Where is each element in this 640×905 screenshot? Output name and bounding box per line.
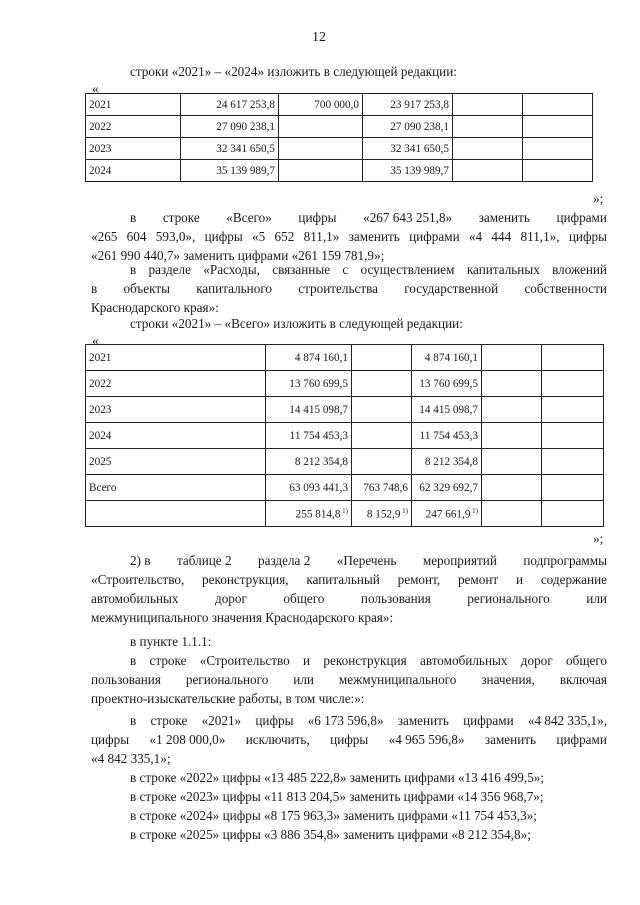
word: строке (162, 210, 200, 225)
word: автомобильных (91, 591, 179, 606)
value-cell: 35 139 989,7 (181, 160, 279, 182)
word: межмуниципального (338, 672, 457, 687)
value-cell (352, 397, 412, 423)
value-cell: 11 754 453,3 (266, 423, 352, 449)
value-cell (523, 160, 593, 182)
value-cell: 23 917 253,8 (363, 94, 453, 116)
value-cell: 24 617 253,8 (181, 94, 279, 116)
word: таблице 2 (176, 553, 232, 568)
value-cell (542, 371, 604, 397)
value-cell (352, 371, 412, 397)
text-line (130, 553, 607, 569)
value-cell (523, 94, 593, 116)
text-line: «4 842 335,1»; (91, 751, 171, 766)
close-quote-1: »; (593, 191, 604, 206)
value-cell (482, 371, 542, 397)
value-cell (279, 160, 363, 182)
text-line: межмуниципального значения Краснодарского края»: (91, 610, 394, 625)
word: цифрами (556, 732, 607, 747)
text-line: «265 604 593,0», цифры «5 652 811,1» заменить цифрами «4 444 811,1», цифры (91, 229, 607, 244)
word: цифры (255, 713, 294, 728)
word: цифрами (463, 713, 514, 728)
value-cell (482, 501, 542, 527)
value-cell (542, 501, 604, 527)
value-cell: 14 415 098,7 (412, 397, 482, 423)
row-label-cell: 2024 (86, 423, 266, 449)
value-cell: 32 341 650,5 (363, 138, 453, 160)
text-line (91, 591, 607, 607)
word: заменить (397, 713, 449, 728)
word: исключить, (245, 732, 310, 747)
close-quote-2: »; (593, 531, 604, 546)
table-row (86, 397, 604, 423)
table-2 (85, 344, 604, 527)
value-cell: 8 212 354,8 (412, 449, 482, 475)
row-label-cell: 2021 (86, 345, 266, 371)
table-row (86, 345, 604, 371)
word: подпрограммы (523, 553, 607, 568)
open-quote-2: « (92, 333, 99, 348)
word: «6 173 596,8» (307, 713, 384, 728)
intro-line-2: строки «2021» – «Всего» изложить в следующей редакции: (130, 316, 463, 331)
intro-line-1: строки «2021» – «2024» изложить в следующей редакции: (130, 64, 457, 79)
word: «267 643 251,8» (363, 210, 453, 225)
word: регионального (185, 672, 269, 687)
value-cell (279, 138, 363, 160)
word: заменить (478, 210, 530, 225)
word: цифрами (556, 210, 607, 225)
value-cell: 13 760 699,5 (412, 371, 482, 397)
text-line: «261 990 440,7» заменить цифрами «261 159 781,9»; (91, 248, 385, 263)
text-line: «Строительство, реконструкция, капитальный ремонт, ремонт и содержание (91, 572, 607, 587)
value-cell (482, 397, 542, 423)
word: «2021» (201, 713, 242, 728)
word: «4 965 596,8» (388, 732, 465, 747)
word: цифры (330, 732, 369, 747)
open-quote-1: « (92, 81, 99, 96)
word: строительства (298, 281, 378, 296)
page-number: 12 (312, 30, 326, 45)
value-cell (453, 160, 523, 182)
word: общего (283, 591, 325, 606)
table-row (86, 116, 593, 138)
word: пользования (360, 591, 431, 606)
word: раздела 2 (258, 553, 311, 568)
value-cell: 8 152,9 $^{1)}$ (352, 501, 412, 527)
footnote-mark: 1) (400, 506, 408, 515)
text-line: в разделе «Расходы, связанные с осуществлением капитальных вложений (130, 262, 607, 277)
table-1 (85, 93, 593, 182)
value-cell (482, 423, 542, 449)
word: включая (559, 672, 607, 687)
value-cell (542, 449, 604, 475)
table-row (86, 160, 593, 182)
row-label-cell: 2024 (86, 160, 181, 182)
value-cell (523, 138, 593, 160)
value-cell (482, 449, 542, 475)
value-cell: 700 000,0 (279, 94, 363, 116)
footnote-mark: 1) (470, 506, 478, 515)
word: «Всего» (226, 210, 272, 225)
row-label-cell (86, 501, 266, 527)
row-label-cell: 2022 (86, 116, 181, 138)
word: или (293, 672, 314, 687)
word: или (586, 591, 607, 606)
word: пользования (91, 672, 161, 687)
text-line: в строке «2025» цифры «3 886 354,8» заменить цифрами «8 212 354,8»; (130, 827, 531, 842)
table-row (86, 501, 604, 527)
value-cell: 247 661,9 $^{1)}$ (412, 501, 482, 527)
value-cell (453, 94, 523, 116)
word: значения, (481, 672, 535, 687)
value-cell (453, 138, 523, 160)
word: строке (150, 713, 188, 728)
word: цифры (298, 210, 337, 225)
table-row (86, 94, 593, 116)
value-cell: 8 212 354,8 (266, 449, 352, 475)
value-cell: 11 754 453,3 (412, 423, 482, 449)
text-line: проектно-изыскательские работы, в том числе:»: (91, 691, 365, 706)
row-label-cell: 2025 (86, 449, 266, 475)
word: собственности (524, 281, 607, 296)
value-cell (542, 397, 604, 423)
word: цифры (91, 732, 130, 747)
value-cell: 27 090 238,1 (363, 116, 453, 138)
word: в (130, 713, 137, 728)
text-line (91, 732, 607, 748)
table-row (86, 138, 593, 160)
value-cell (542, 423, 604, 449)
value-cell: 27 090 238,1 (181, 116, 279, 138)
text-line: в строке «2024» цифры «8 175 963,3» заменить цифрами «11 754 453,3»; (130, 808, 537, 823)
value-cell (279, 116, 363, 138)
word: капитального (196, 281, 273, 296)
value-cell: 63 093 441,3 (266, 475, 352, 501)
text-line (91, 281, 607, 297)
value-cell: 4 874 160,1 (412, 345, 482, 371)
text-line (130, 713, 607, 729)
text-line (130, 210, 607, 226)
word: 2) в (130, 553, 151, 568)
word: в (91, 281, 98, 296)
value-cell (542, 475, 604, 501)
word: заменить (484, 732, 537, 747)
word: объекты (123, 281, 170, 296)
table-row (86, 423, 604, 449)
text-line (91, 672, 607, 688)
table-row (86, 449, 604, 475)
table-row (86, 475, 604, 501)
value-cell (352, 423, 412, 449)
table-row (86, 371, 604, 397)
value-cell: 4 874 160,1 (266, 345, 352, 371)
footnote-mark: 1) (340, 506, 348, 515)
word: государственной (404, 281, 499, 296)
value-cell: 763 748,6 (352, 475, 412, 501)
word: в (130, 210, 137, 225)
word: «Перечень (336, 553, 397, 568)
value-cell (352, 345, 412, 371)
value-cell: 14 415 098,7 (266, 397, 352, 423)
text-line: в строке «Строительство и реконструкция автомобильных дорог общего (130, 653, 607, 668)
text-line: Краснодарского края»: (91, 300, 219, 315)
value-cell (453, 116, 523, 138)
value-cell: 32 341 650,5 (181, 138, 279, 160)
value-cell: 13 760 699,5 (266, 371, 352, 397)
word: «1 208 000,0» (149, 732, 226, 747)
value-cell: 35 139 989,7 (363, 160, 453, 182)
paragraph-point: в пункте 1.1.1: (130, 634, 212, 649)
row-label-cell: 2022 (86, 371, 266, 397)
value-cell (542, 345, 604, 371)
value-cell: 62 329 692,7 (412, 475, 482, 501)
row-label-cell: 2021 (86, 94, 181, 116)
value-cell (482, 475, 542, 501)
value-cell (352, 449, 412, 475)
text-line: в строке «2023» цифры «11 813 204,5» заменить цифрами «14 356 968,7»; (130, 789, 544, 804)
word: мероприятий (422, 553, 497, 568)
row-label-cell: 2023 (86, 138, 181, 160)
text-line: в строке «2022» цифры «13 485 222,8» заменить цифрами «13 416 499,5»; (130, 770, 545, 785)
row-label-cell: Всего (86, 475, 266, 501)
value-cell: 255 814,8 $^{1)}$ (266, 501, 352, 527)
word: «4 842 335,1», (527, 713, 607, 728)
word: дорог (215, 591, 247, 606)
row-label-cell: 2023 (86, 397, 266, 423)
word: регионального (467, 591, 550, 606)
value-cell (482, 345, 542, 371)
value-cell (523, 116, 593, 138)
